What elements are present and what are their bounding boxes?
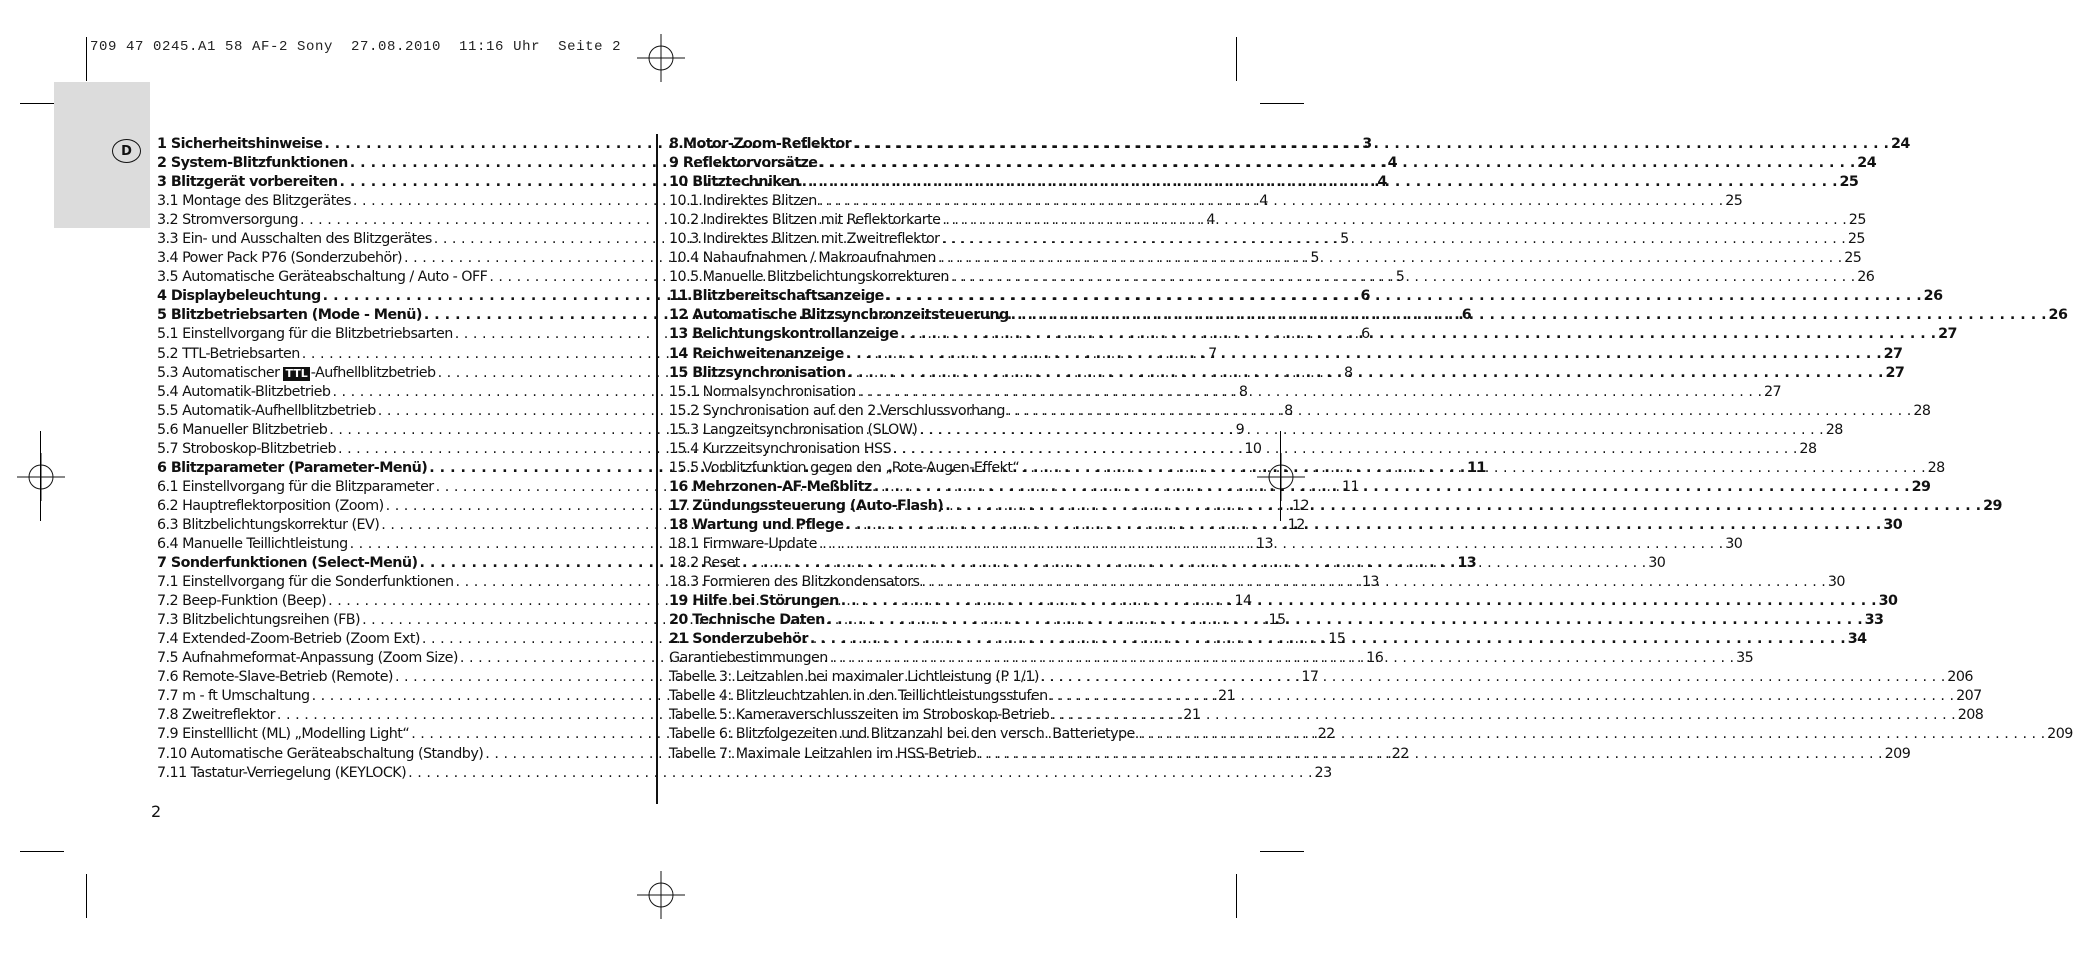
toc-entry-page: 6 — [1461, 307, 1472, 324]
toc-entry-title — [157, 706, 275, 725]
toc-entry-page: 29 — [1911, 478, 1931, 495]
dot-leader — [1048, 687, 1956, 706]
ttl-badge: TTL — [285, 366, 308, 380]
toc-entry-page: 15 — [1268, 612, 1286, 629]
toc-entry-page: 27 — [1938, 326, 1957, 343]
toc-entry-title — [669, 192, 817, 211]
toc-entry-title — [157, 135, 322, 154]
toc-entry-page: 11 — [1342, 478, 1360, 495]
toc-entry-title — [157, 764, 406, 783]
toc-entry[interactable] — [669, 383, 1782, 402]
toc-entry-title — [157, 154, 348, 173]
toc-entry-title-text: 7.9 Einstelllicht (ML) „Modelling Light“ — [157, 726, 410, 743]
dot-leader — [856, 383, 1764, 402]
toc-entry-title — [669, 325, 898, 344]
language-badge: D — [112, 139, 141, 163]
dot-leader — [839, 592, 1879, 611]
page-number: 2 — [151, 802, 162, 821]
registration-mark-icon — [637, 871, 685, 919]
dot-leader — [1009, 306, 2049, 325]
toc-entry-page: 13 — [1255, 535, 1274, 552]
toc-entry[interactable] — [669, 211, 1866, 230]
toc-entry-title — [157, 478, 434, 497]
crop-mark — [1260, 103, 1304, 104]
toc-entry-title-text: 5 Blitzbetriebsarten (Mode - Menü) — [157, 307, 422, 324]
dot-leader — [843, 516, 1883, 535]
toc-entry-title-text: Tabelle 3: Leitzahlen bei maximaler Lichtleistung (P 1/1) — [669, 669, 1039, 686]
toc-entry-title-text: 3.4 Power Pack P76 (Sonderzubehör) — [157, 250, 403, 267]
toc-entry-title — [669, 230, 939, 249]
crop-mark — [1236, 874, 1237, 918]
toc-entry-title — [669, 611, 825, 630]
toc-entry-title — [157, 611, 360, 630]
toc-entry-title-text: 9 Reflektorvorsätze — [669, 155, 818, 172]
toc-entry-page: 13 — [1457, 555, 1477, 572]
dot-leader — [976, 745, 1884, 764]
toc-entry-title — [157, 421, 327, 440]
toc-entry-title-text: 10 Blitztechniken — [669, 174, 800, 191]
toc-entry-title-text: 7.1 Einstellvorgang für die Sonderfunktionen — [157, 574, 454, 591]
dot-leader — [943, 497, 1983, 516]
toc-entry-title — [157, 668, 393, 687]
toc-entry-title — [669, 687, 1048, 706]
toc-entry-title — [669, 402, 1005, 421]
crop-mark — [40, 431, 41, 521]
crop-mark — [1260, 851, 1304, 852]
toc-entry-page: 28 — [1913, 402, 1931, 419]
toc-entry-page: 30 — [1827, 574, 1845, 591]
toc-entry-title-suffix: -Aufhellblitzbetrieb — [310, 364, 436, 381]
toc-entry-page: 28 — [1799, 440, 1817, 457]
dot-leader — [884, 287, 1924, 306]
dot-leader — [919, 573, 1827, 592]
toc-entry-page: 4 — [1259, 193, 1268, 210]
toc-entry-title — [669, 554, 740, 573]
toc-entry-page: 29 — [1983, 497, 2002, 514]
toc-entry-title — [157, 345, 300, 364]
toc-entry[interactable] — [157, 764, 1332, 783]
dot-leader — [1019, 459, 1927, 478]
toc-entry-title-text: 12 Automatische Blitzsynchronzeitsteuerung — [669, 307, 1009, 324]
crop-mark — [20, 851, 64, 852]
toc-entry-title — [157, 402, 376, 421]
dot-leader — [817, 535, 1725, 554]
toc-entry-page: 28 — [1927, 459, 1945, 476]
toc-entry-title — [157, 573, 454, 592]
toc-entry-title-text: 20 Technische Daten — [669, 612, 825, 629]
dot-leader — [851, 135, 1891, 154]
dot-leader — [846, 364, 1886, 383]
toc-entry-title-text: 7.4 Extended-Zoom-Betrieb (Zoom Ext) — [157, 631, 420, 648]
toc-entry-title — [669, 345, 844, 364]
toc-entry-page: 21 — [1217, 688, 1236, 705]
toc-entry-page: 30 — [1878, 593, 1898, 610]
toc-entry-title-text: 5.6 Manueller Blitzbetrieb — [157, 421, 328, 438]
toc-entry-page: 8 — [1238, 383, 1248, 400]
toc-entry-page: 5 — [1310, 250, 1319, 267]
toc-entry-page: 14 — [1234, 593, 1252, 610]
dot-leader — [872, 478, 1912, 497]
toc-entry-title-text: 1 Sicherheitshinweise — [157, 136, 323, 152]
toc-entry-title-text: 7.8 Zweitreflektor — [157, 707, 275, 724]
toc-entry-title — [157, 192, 351, 211]
toc-entry[interactable] — [669, 135, 1910, 154]
toc-entry-title — [157, 173, 338, 192]
dot-leader — [940, 211, 1848, 230]
toc-entry-title — [669, 154, 817, 173]
toc-entry-page: 12 — [1287, 516, 1305, 533]
toc-entry[interactable] — [669, 325, 1957, 344]
toc-entry-page: 5 — [1395, 269, 1405, 286]
toc-entry-title-text: 15.2 Synchronisation auf den 2.Verschlussvorhang — [669, 402, 1005, 419]
registration-mark-icon — [17, 453, 65, 501]
toc-entry[interactable] — [669, 402, 1931, 421]
dot-leader — [1039, 668, 1947, 687]
toc-entry-title — [157, 268, 487, 287]
toc-entry-title-text: 6.3 Blitzbelichtungskorrektur (EV) — [157, 516, 380, 533]
toc-entry-title — [669, 497, 943, 516]
toc-entry-title — [157, 459, 427, 478]
toc-entry-title-text: 17 Zündungssteuerung (Auto-Flash) — [669, 497, 944, 514]
dot-leader — [939, 230, 1847, 249]
toc-entry-page: 8 — [1284, 402, 1293, 419]
toc-entry-title-text: 8 Motor-Zoom-Reflektor — [669, 136, 852, 152]
toc-entry-title-text: 15 Blitzsynchronisation — [669, 364, 846, 381]
toc-entry-title-text: 7.3 Blitzbelichtungsreihen (FB) — [157, 612, 361, 629]
toc-entry-title — [157, 325, 453, 344]
toc-entry-title-text: 5.7 Stroboskop-Blitzbetrieb — [157, 440, 336, 457]
dot-leader — [406, 764, 1314, 783]
toc-entry-title — [157, 306, 422, 325]
toc-entry-title-text: 6.4 Manuelle Teillichtleistung — [157, 535, 348, 552]
toc-entry-title — [669, 287, 884, 306]
dot-leader — [817, 192, 1725, 211]
toc-entry-page: 23 — [1314, 764, 1332, 781]
toc-entry-title-text: 18 Wartung und Pflege — [669, 516, 844, 533]
toc-entry-title-text: 3.1 Montage des Blitzgerätes — [157, 193, 351, 210]
toc-entry-title — [669, 649, 828, 668]
toc-entry-page: 15 — [1328, 631, 1346, 648]
toc-entry-title-text: 3.2 Stromversorgung — [157, 212, 298, 229]
toc-entry-page: 25 — [1848, 212, 1866, 229]
toc-entry-page: 5 — [1340, 231, 1349, 248]
toc-entry-title-text: 7.7 m - ft Umschaltung — [157, 688, 310, 705]
toc-entry-page: 7 — [1208, 345, 1217, 362]
toc-entry-page: 26 — [1923, 288, 1943, 305]
dot-leader — [949, 268, 1857, 287]
toc-entry-title-text: 11 Blitzbereitschaftsanzeige — [669, 288, 884, 305]
toc-entry-title — [157, 211, 298, 230]
toc-entry-title-text: 7 Sonderfunktionen (Select-Menü) — [157, 555, 418, 572]
toc-entry-page: 16 — [1366, 650, 1384, 667]
toc-entry-title-text: 7.6 Remote-Slave-Betrieb (Remote) — [157, 669, 393, 686]
toc-entry-page: 4 — [1387, 155, 1398, 172]
toc-entry-title-text: 4 Displaybeleuchtung — [157, 288, 321, 305]
toc-entry-title — [157, 497, 384, 516]
toc-entry-title-text: 15.5 Vorblitzfunktion gegen den „Rote-Augen-Effekt“ — [669, 459, 1020, 476]
toc-entry-title-text: 7.2 Beep-Funktion (Beep) — [157, 593, 327, 610]
toc-entry-title-text: Tabelle 6: Blitzfolgezeiten und Blitzanzahl bei den versch. Batterietype. — [669, 726, 1139, 743]
toc-entry-title — [157, 516, 379, 535]
toc-entry-page: 27 — [1883, 345, 1903, 362]
toc-entry-title-text: 5.4 Automatik-Blitzbetrieb — [157, 383, 331, 400]
toc-entry-title-text: 5.3 Automatischer — [157, 364, 280, 381]
toc-entry-page: 21 — [1183, 707, 1201, 724]
toc-entry[interactable] — [669, 306, 2068, 325]
toc-entry-page: 13 — [1361, 574, 1379, 591]
toc-entry-title-text: 5.1 Einstellvorgang für die Blitzbetriebsarten — [157, 326, 453, 343]
toc-entry-title-text: 16 Mehrzonen-AF-Meßblitz — [669, 478, 872, 495]
toc-entry-title — [669, 306, 1009, 325]
toc-entry-title — [669, 630, 808, 649]
toc-entry-title-text: 14 Reichweitenanzeige — [669, 345, 844, 362]
toc-entry-title — [669, 135, 851, 154]
toc-entry-title-text: 13 Belichtungskontrollanzeige — [669, 326, 899, 343]
toc-entry-title — [157, 383, 330, 402]
toc-entry-title — [157, 554, 417, 573]
toc-entry-title — [157, 630, 420, 649]
toc-entry[interactable] — [669, 421, 1843, 440]
toc-entry-title-text: 18.2 Reset — [669, 555, 740, 572]
toc-entry-title — [669, 592, 839, 611]
dot-leader — [1005, 402, 1913, 421]
toc-entry-page: 26 — [1857, 269, 1875, 286]
toc-entry-title-text: 10.4 Nahaufnahmen / Makroaufnahmen — [669, 250, 936, 267]
toc-entry-title — [669, 478, 872, 497]
dot-leader — [808, 630, 1848, 649]
toc-entry-page: 34 — [1847, 631, 1867, 648]
toc-entry-title — [669, 459, 1019, 478]
toc-entry-page: 206 — [1947, 669, 1973, 686]
toc-entry-title — [669, 173, 800, 192]
toc-entry[interactable] — [669, 287, 1943, 306]
toc-entry[interactable] — [669, 345, 1903, 364]
registration-mark-icon — [637, 34, 685, 82]
dot-leader — [898, 325, 1938, 344]
toc-entry-title — [669, 725, 1139, 744]
toc-entry-title-text: 19 Hilfe bei Störungen — [669, 593, 839, 610]
toc-entry-page: 25 — [1839, 174, 1859, 191]
dot-leader — [1049, 706, 1957, 725]
toc-entry-title-text: 10.1 Indirektes Blitzen — [669, 193, 817, 210]
toc-entry-title-text: 7.5 Aufnahmeformat-Anpassung (Zoom Size) — [157, 650, 458, 667]
toc-entry-title — [157, 535, 348, 554]
toc-entry-title — [157, 287, 321, 306]
toc-entry-title-text: 3 Blitzgerät vorbereiten — [157, 174, 338, 191]
toc-entry-title-text: 6.1 Einstellvorgang für die Blitzparameter — [157, 478, 434, 495]
toc-entry-title — [669, 364, 846, 383]
toc-entry-title-text: 5.5 Automatik-Aufhellblitzbetrieb — [157, 402, 376, 419]
toc-entry-page: 207 — [1956, 688, 1982, 705]
toc-entry-title-text: 15.3 Langzeitsynchronisation (SLOW) — [669, 421, 918, 438]
toc-entry-page: 8 — [1343, 364, 1353, 381]
toc-entry-page: 25 — [1844, 250, 1862, 267]
toc-entry-title — [669, 249, 936, 268]
toc-entry-title — [157, 649, 458, 668]
toc-entry-title — [669, 668, 1039, 687]
toc-entry-page: 30 — [1883, 516, 1903, 533]
toc-entry-title — [669, 745, 976, 764]
toc-entry-page: 12 — [1291, 497, 1310, 514]
toc-entry-title — [669, 383, 856, 402]
toc-entry-title — [157, 440, 336, 459]
toc-entry-page: 30 — [1725, 535, 1743, 552]
toc-entry-title — [669, 268, 949, 287]
toc-entry-page: 209 — [2047, 726, 2073, 743]
dot-leader — [1139, 725, 2047, 744]
toc-entry-page: 28 — [1825, 421, 1843, 438]
toc-entry-title — [669, 516, 843, 535]
toc-entry-page: 22 — [1391, 745, 1409, 762]
toc-entry-title-text: 18.3 Formieren des Blitzkondensators — [669, 574, 920, 591]
toc-entry-title — [157, 687, 310, 706]
toc-entry[interactable] — [669, 230, 1865, 249]
toc-entry-page: 27 — [1764, 383, 1782, 400]
toc-entry-title — [669, 421, 917, 440]
toc-entry-page: 25 — [1725, 193, 1743, 210]
toc-entry[interactable] — [669, 364, 1905, 383]
dot-leader — [891, 440, 1799, 459]
toc-entry-title — [669, 706, 1049, 725]
toc-entry-page: 11 — [1467, 459, 1486, 476]
toc-entry-page: 26 — [2048, 307, 2068, 324]
toc-entry-page: 24 — [1857, 155, 1877, 172]
toc-entry-page: 25 — [1847, 231, 1865, 248]
toc-entry-title — [157, 725, 409, 744]
toc-entry-page: 208 — [1957, 707, 1984, 724]
crop-mark — [86, 37, 87, 81]
toc-entry-title-text: Tabelle 5: Kameraverschlusszeiten im Stroboskop-Betrieb — [669, 707, 1050, 724]
toc-entry-title-text: 2 System-Blitzfunktionen — [157, 155, 348, 172]
toc-entry-page: 27 — [1885, 364, 1905, 381]
dot-leader — [828, 649, 1736, 668]
crop-mark — [86, 874, 87, 918]
toc-entry-title-text: 7.11 Tastatur-Verriegelung (KEYLOCK) — [157, 764, 407, 781]
toc-entry[interactable] — [669, 154, 1877, 173]
toc-entry-page: 35 — [1736, 650, 1754, 667]
toc-entry-title-text: 15.1 Normalsynchronisation — [669, 383, 856, 400]
toc-entry-page: 6 — [1360, 288, 1370, 305]
toc-entry-title — [157, 592, 326, 611]
toc-entry-page: 9 — [1235, 421, 1245, 438]
toc-entry-title-text: 3.5 Automatische Geräteabschaltung / Auto - OFF — [157, 269, 488, 286]
toc-entry-title-text: 6.2 Hauptreflektorposition (Zoom) — [157, 497, 384, 514]
toc-entry-page: 30 — [1648, 555, 1666, 572]
toc-entry-page: 10 — [1244, 440, 1262, 457]
toc-entry-title-text: 21 Sonderzubehör — [669, 631, 808, 648]
toc-entry-page: 17 — [1301, 669, 1319, 686]
dot-leader — [936, 249, 1844, 268]
dot-leader — [844, 345, 1884, 364]
toc-entry-title-text: 5.2 TTL-Betriebsarten — [157, 345, 300, 362]
toc-entry-title-text: Tabelle 4: Blitzleuchtzahlen in den Teillichtleistungsstufen — [669, 688, 1048, 705]
dot-leader — [825, 611, 1865, 630]
toc-entry-title-text: 10.2 Indirektes Blitzen mit Reflektorkarte — [669, 212, 941, 229]
dot-leader — [800, 173, 1840, 192]
toc-entry-title-text: 3.3 Ein- und Ausschalten des Blitzgerätes — [157, 231, 432, 248]
toc-entry-title-text: 6 Blitzparameter (Parameter-Menü) — [157, 459, 428, 476]
toc-entry-page: 22 — [1317, 726, 1335, 743]
toc-entry-title-text: 10.3 Indirektes Blitzen mit Zweitreflektor — [669, 231, 940, 248]
toc-entry-title-text: 15.4 Kurzzeitsynchronisation HSS — [669, 440, 892, 457]
toc-entry[interactable] — [669, 173, 1859, 192]
dot-leader — [740, 554, 1648, 573]
toc-entry-title — [669, 211, 940, 230]
toc-entry-title — [157, 230, 432, 249]
toc-entry-page: 4 — [1206, 212, 1215, 229]
dot-leader — [917, 421, 1825, 440]
toc-entry-page: 4 — [1377, 174, 1387, 191]
toc-entry[interactable] — [669, 268, 1875, 287]
toc-entry[interactable] — [669, 192, 1743, 211]
toc-entry-title-text: Tabelle 7: Maximale Leitzahlen im HSS-Betrieb — [669, 745, 977, 762]
toc-entry-page: 6 — [1361, 326, 1370, 343]
toc-entry-title — [157, 364, 436, 383]
toc-entry-title — [157, 249, 402, 268]
print-header-slug: 709 47 0245.A1 58 AF-2 Sony 27.08.2010 11:16 Uhr Seite 2 — [90, 39, 622, 55]
toc-entry-title-text: 7.10 Automatische Geräteabschaltung (Standby) — [157, 745, 484, 762]
toc-entry[interactable] — [669, 249, 1862, 268]
crop-mark — [1236, 37, 1237, 81]
toc-entry-page: 209 — [1884, 745, 1911, 762]
toc-entry-page: 3 — [1362, 136, 1372, 152]
toc-entry-page: 33 — [1864, 612, 1884, 629]
toc-entry-title — [669, 573, 919, 592]
toc-entry-title — [157, 745, 483, 764]
toc-entry-page: 24 — [1890, 136, 1910, 152]
dot-leader — [817, 154, 1857, 173]
toc-entry-title-text: 10.5 Manuelle Blitzbelichtungskorrekturen — [669, 269, 949, 286]
toc-entry-title — [669, 535, 817, 554]
toc-entry-title-text: Garantiebestimmungen — [669, 650, 828, 667]
toc-entry-title-text: 18.1 Firmware-Update — [669, 535, 817, 552]
toc-entry-title — [669, 440, 891, 459]
